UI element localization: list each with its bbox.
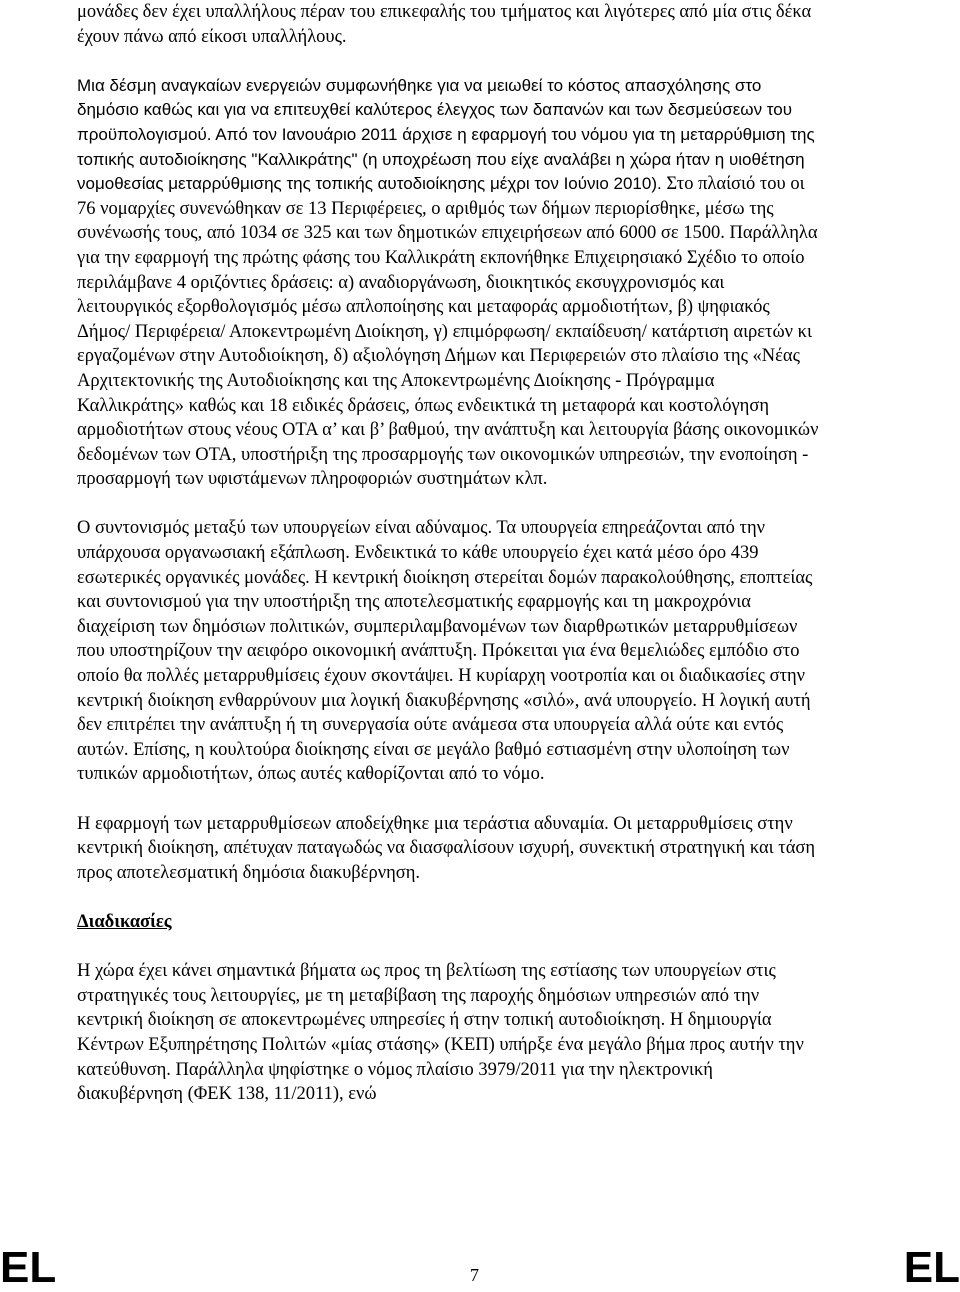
paragraph-reforms-serif-part: Στο πλαίσιό του οι 76 νομαρχίες συνενώθηκαν σε 13 Περιφέρειες, ο αριθμός των δήμων περιορίσθηκε, μέσω της συνένωσής τους, από 1034 σε 325 και των δημοτικών επιχειρήσεων από 6000 σε 1500. Παράλληλα για την εφαρμογή της πρώτης φάσης του Καλλικράτη εκπονήθηκε Επιχειρησιακό Σχέδιο το οποίο περιλάμβανε 4 οριζόντιες δράσεις: α) αναδιοργάνωση, διοικητικός εκσυγχρονισμός και λειτουργικός εξορθολογισμός μέσω απλοποίησης και μεταφοράς αρμοδιοτήτων, β) ψηφιακός Δήμος/ Περιφέρεια/ Αποκεντρωμένη Διοίκηση, γ) επιμόρφωση/ εκπαίδευση/ κατάρτιση αιρετών κι εργαζομένων στην Αυτοδιοίκηση, δ) αξιολόγηση Δήμων και Περιφερειών στο πλαίσιο της «Νέας Αρχιτεκτονικής της Αυτοδιοίκησης και της Αποκεντρωμένης Διοίκησης - Πρόγραμμα Καλλικράτης» καθώς και 18 ειδικές δράσεις, όπως ενδεικτικά τη μεταφορά και κοστολόγηση αρμοδιοτήτων στους νέους ΟΤΑ α’ και β’ βαθμού, την ανάπτυξη και λειτουργία βάσης οικονομικών δεδομένων των ΟΤΑ, υποστήριξη της προσαρμογής των οικονομικών υπηρεσιών, την ενοποίηση - προσαρμογή των υφιστάμενων πληροφοριών συστημάτων κλπ.	[77, 174, 819, 490]
paragraph-coordination: Ο συντονισμός μεταξύ των υπουργείων είναι αδύναμος. Τα υπουργεία επηρεάζονται από την υπάρχουσα οργανωσιακή εξάπλωση. Ενδεικτικά το κάθε υπουργείο έχει κατά μέσο όρο 439 εσωτερικές οργανικές μονάδες. Η κεντρική διοίκηση στερείται δομών παρακολούθησης, εποπτείας και συντονισμού για την υποστήριξη της αποτελεσματικής εφαρμογής και τη μακροχρόνια διαχείριση των δημόσιων πολιτικών, συμπεριλαμβανομένων των διαρθρωτικών μεταρρυθμίσεων που υποστηρίζουν την αειφόρο οικονομική ανάπτυξη. Πρόκειται για ένα θεμελιώδες εμπόδιο στο οποίο θα πολλές μεταρρυθμίσεις έχουν σκοντάψει. Η κυρίαρχη νοοτροπία και οι διαδικασίες στην κεντρική διοίκηση ενθαρρύνουν μια λογική διακυβέρνησης «σιλό», ανά υπουργείο. Η λογική αυτή δεν επιτρέπει την ανάπτυξη ή τη συνεργασία ούτε ανάμεσα στα υπουργεία αλλά ούτε και εντός αυτών. Επίσης, η κουλτούρα διοίκησης είναι σε μεγάλο βαθμό εστιασμένη στην υλοποίηση των τυπικών αρμοδιοτήτων, όπως αυτές καθορίζονται από το νόμο.	[77, 518, 813, 785]
paragraph-implementation: Η εφαρμογή των μεταρρυθμίσεων αποδείχθηκε μια τεράστια αδυναμία. Οι μεταρρυθμίσεις στην κεντρική διοίκηση, απέτυχαν παταγωδώς να διασφαλίσουν ισχυρή, συνεκτική στρατηγική και τάση προς αποτελεσματική δημόσια διακυβέρνηση.	[77, 813, 816, 883]
paragraph-reforms	[77, 74, 822, 492]
footer-language-right: EL	[903, 1243, 960, 1292]
paragraph-procedures: Η χώρα έχει κάνει σημαντικά βήματα ως προς τη βελτίωση της εστίασης των υπουργείων στις στρατηγικές τους λειτουργίες, με τη μεταβίβαση της παροχής δημόσιων υπηρεσιών από την κεντρική διοίκηση σε αποκεντρωμένες υπηρεσίες ή στην τοπική αυτοδιοίκηση. Η δημιουργία Κέντρων Εξυπηρέτησης Πολιτών «μίας στάσης» (ΚΕΠ) υπήρξε ένα μεγάλο βήμα προς αυτήν την κατεύθυνση. Παράλληλα ψηφίστηκε ο νόμος πλαίσιο 3979/2011 για την ηλεκτρονική διακυβέρνηση (ΦΕΚ 138, 11/2011), ενώ	[77, 961, 804, 1105]
paragraph-intro: μονάδες δεν έχει υπαλλήλους πέραν του επικεφαλής του τμήματος και λιγότερες από μία στις δέκα έχουν πάνω από είκοσι υπαλλήλους.	[77, 2, 812, 47]
footer-language-left: EL	[0, 1243, 57, 1292]
section-heading: Διαδικασίες	[77, 911, 172, 932]
paragraph-reforms-sans-part: Μια δέσμη αναγκαίων ενεργειών συμφωνήθηκε για να μειωθεί το κόστος απασχόλησης στο δημόσιο καθώς και για να επιτευχθεί καλύτερος έλεγχος των δαπανών και των δεσμεύσεων του προϋπολογισμού. Από τον Ιανουάριο 2011 άρχισε η εφαρμογή του νόμου για τη μεταρρύθμιση της τοπικής αυτοδιοίκησης "Καλλικράτης" (η υποχρέωση που είχε αναλάβει η χώρα ήταν η υιοθέτηση νομοθεσίας μεταρρύθμισης της τοπικής αυτοδιοίκησης μέχρι τον Ιούνιο 2010).	[77, 75, 815, 194]
page-number: 7	[470, 1265, 479, 1285]
document-body	[77, 0, 822, 1131]
